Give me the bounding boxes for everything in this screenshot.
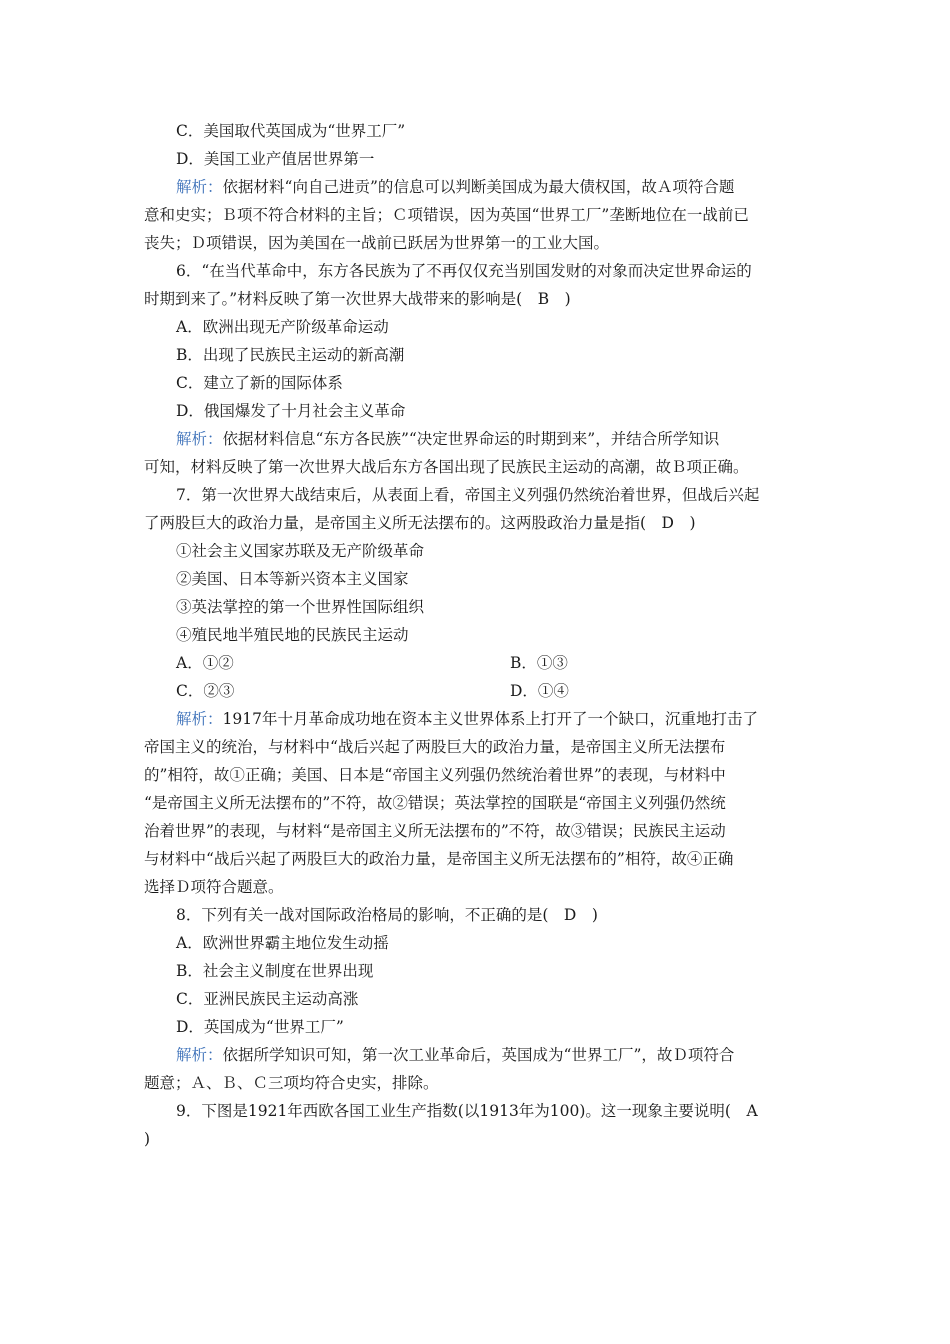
analysis-label: 解析：: [176, 1046, 223, 1064]
question-9-stem: 9．下图是1921年西欧各国工业生产指数(以1913年为100)。这一现象主要说明( A: [176, 1102, 758, 1120]
analysis-line: 意和史实；Ｂ项不符合材料的主旨；Ｃ项错误，因为英国“世界工厂”垄断地位在一战前已: [144, 206, 749, 224]
option-b: B．出现了民族民主运动的新高潮: [176, 346, 405, 364]
analysis-text: 依据材料“向自己进贡”的信息可以判断美国成为最大债权国，故Ａ项符合题: [222, 178, 735, 196]
list-item: ②美国、日本等新兴资本主义国家: [176, 570, 409, 588]
analysis-label: 解析：: [176, 430, 223, 448]
analysis-line: [176, 429, 719, 449]
question-9-stem: ): [144, 1130, 151, 1148]
option-d: D．俄国爆发了十月社会主义革命: [176, 402, 406, 420]
option-b: B．社会主义制度在世界出现: [176, 962, 374, 980]
analysis-line: [176, 177, 734, 197]
option-a: A．欧洲世界霸主地位发生动摇: [176, 934, 389, 952]
analysis-line: 选择Ｄ项符合题意。: [144, 878, 284, 896]
list-item: ③英法掌控的第一个世界性国际组织: [176, 598, 425, 616]
option-c: C．建立了新的国际体系: [176, 374, 343, 392]
analysis-line: [176, 709, 758, 729]
option-c: C．亚洲民族民主运动高涨: [176, 990, 359, 1008]
analysis-text: 1917年十月革命成功地在资本主义世界体系上打开了一个缺口，沉重地打击了: [222, 710, 758, 728]
list-item: ④殖民地半殖民地的民族民主运动: [176, 626, 409, 644]
analysis-text: 依据材料信息“东方各民族”“决定世界命运的时期到来”，并结合所学知识: [222, 430, 720, 448]
analysis-line: 题意；Ａ、Ｂ、Ｃ三项均符合史实，排除。: [144, 1074, 439, 1092]
list-item: ①社会主义国家苏联及无产阶级革命: [176, 542, 425, 560]
analysis-label: 解析：: [176, 710, 223, 728]
analysis-line: 的”相符，故①正确；美国、日本是“帝国主义列强仍然统治着世界”的表现，与材料中: [144, 766, 726, 784]
analysis-line: 帝国主义的统治，与材料中“战后兴起了两股巨大的政治力量，是帝国主义所无法摆布: [144, 738, 726, 756]
analysis-line: [176, 1045, 734, 1065]
option-a: A．欧洲出现无产阶级革命运动: [176, 318, 389, 336]
analysis-label: 解析：: [176, 178, 223, 196]
option-a: A．①②: [176, 654, 234, 672]
analysis-line: “是帝国主义所无法摆布的”不符，故②错误；英法掌控的国联是“帝国主义列强仍然统: [144, 794, 726, 812]
question-8-stem: 8．下列有关一战对国际政治格局的影响，不正确的是( D ): [176, 906, 598, 924]
analysis-line: 与材料中“战后兴起了两股巨大的政治力量，是帝国主义所无法摆布的”相符，故④正确: [144, 850, 734, 868]
question-7-stem: 了两股巨大的政治力量，是帝国主义所无法摆布的。这两股政治力量是指( D ): [144, 514, 696, 532]
option-d: D．英国成为“世界工厂”: [176, 1018, 344, 1036]
question-6-stem: 6．“在当代革命中，东方各民族为了不再仅仅充当别国发财的对象而决定世界命运的: [176, 262, 752, 280]
analysis-line: 治着世界”的表现，与材料“是帝国主义所无法摆布的”不符，故③错误；民族民主运动: [144, 822, 726, 840]
option-c: C．美国取代英国成为“世界工厂”: [176, 122, 406, 140]
option-b: B．①③: [510, 654, 568, 672]
question-7-stem: 7．第一次世界大战结束后，从表面上看，帝国主义列强仍然统治着世界，但战后兴起: [176, 486, 760, 504]
analysis-text: 依据所学知识可知，第一次工业革命后，英国成为“世界工厂”，故Ｄ项符合: [222, 1046, 735, 1064]
analysis-line: 可知，材料反映了第一次世界大战后东方各国出现了民族民主运动的高潮，故Ｂ项正确。: [144, 458, 749, 476]
question-6-stem: 时期到来了。”材料反映了第一次世界大战带来的影响是( B ): [144, 290, 571, 308]
option-d: D．美国工业产值居世界第一: [176, 150, 375, 168]
option-c: C．②③: [176, 682, 235, 700]
analysis-line: 丧失；Ｄ项错误，因为美国在一战前已跃居为世界第一的工业大国。: [144, 234, 610, 252]
option-d: D．①④: [510, 682, 569, 700]
